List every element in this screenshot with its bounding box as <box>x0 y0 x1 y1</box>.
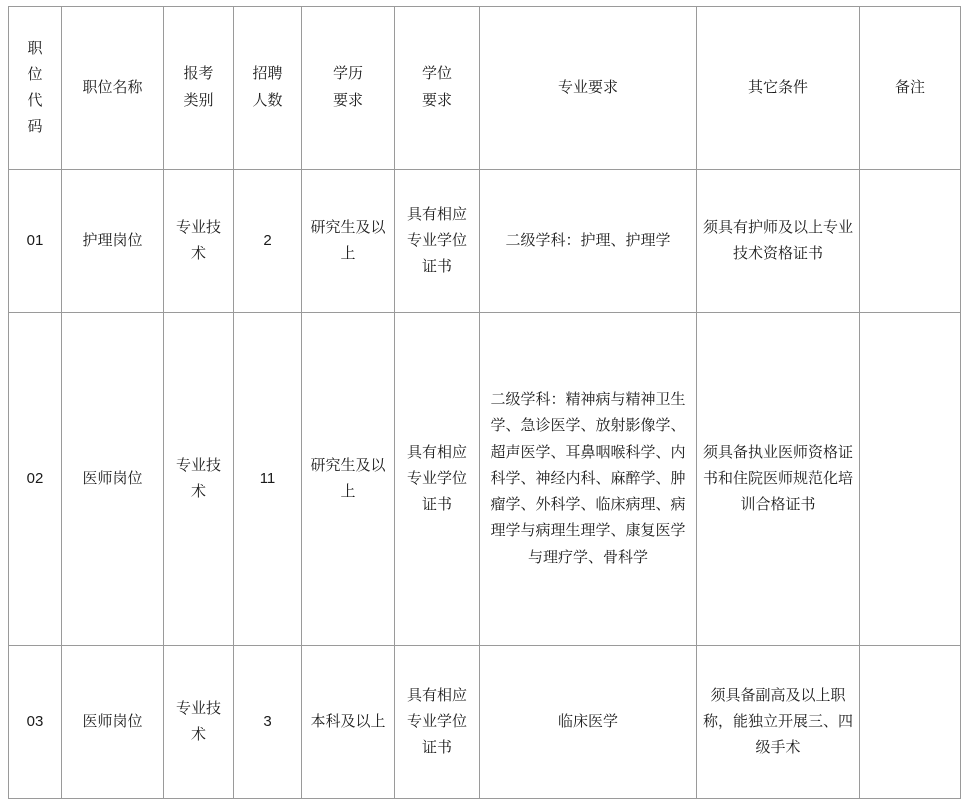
header-headcount-line-2: 人数 <box>252 92 283 109</box>
header-education-line-1: 学历 <box>332 65 363 83</box>
cell-other: 须具备副高及以上职称，能独立开展三、四级手术 <box>697 646 860 799</box>
cell-education: 本科及以上 <box>302 646 395 799</box>
header-degree-line-2: 要求 <box>421 92 452 109</box>
cell-major: 二级学科：护理、护理学 <box>480 170 697 313</box>
cell-code: 02 <box>9 313 62 646</box>
table-header-row <box>9 7 961 170</box>
header-category-line-1: 报考 <box>183 65 214 83</box>
header-cell-code <box>9 7 62 170</box>
table-row <box>9 646 961 799</box>
cell-major: 临床医学 <box>480 646 697 799</box>
cell-degree: 具有相应专业学位证书 <box>395 646 480 799</box>
cell-headcount: 11 <box>234 313 302 646</box>
cell-headcount: 3 <box>234 646 302 799</box>
header-cell-name: 职位名称 <box>62 7 164 170</box>
header-cell-other: 其它条件 <box>697 7 860 170</box>
cell-category: 专业技术 <box>164 313 234 646</box>
cell-degree: 具有相应专业学位证书 <box>395 170 480 313</box>
cell-remark <box>860 170 961 313</box>
header-code-line-4: 码 <box>27 118 43 136</box>
header-cell-degree <box>395 7 480 170</box>
table-row <box>9 313 961 646</box>
header-cell-category <box>164 7 234 170</box>
header-degree-line-1: 学位 <box>421 65 452 83</box>
header-cell-headcount <box>234 7 302 170</box>
header-cell-remark: 备注 <box>860 7 961 170</box>
cell-name: 护理岗位 <box>62 170 164 313</box>
table-row <box>9 170 961 313</box>
cell-code: 03 <box>9 646 62 799</box>
header-headcount-line-1: 招聘 <box>252 65 283 83</box>
header-code-line-1: 职 <box>27 39 43 57</box>
header-category-line-2: 类别 <box>183 92 214 109</box>
cell-other: 须具有护师及以上专业技术资格证书 <box>697 170 860 313</box>
cell-remark <box>860 313 961 646</box>
cell-other: 须具备执业医师资格证书和住院医师规范化培训合格证书 <box>697 313 860 646</box>
cell-education: 研究生及以上 <box>302 170 395 313</box>
cell-category: 专业技术 <box>164 170 234 313</box>
cell-name: 医师岗位 <box>62 646 164 799</box>
header-cell-education <box>302 7 395 170</box>
header-education-line-2: 要求 <box>332 92 363 109</box>
cell-degree: 具有相应专业学位证书 <box>395 313 480 646</box>
cell-category: 专业技术 <box>164 646 234 799</box>
header-code-line-3: 代 <box>27 92 43 109</box>
cell-name: 医师岗位 <box>62 313 164 646</box>
cell-major: 二级学科：精神病与精神卫生学、急诊医学、放射影像学、超声医学、耳鼻咽喉科学、内科学、神经内科、麻醉学、肿瘤学、外科学、临床病理、病理学与病理生理学、康复医学与理疗学、骨科学 <box>480 313 697 646</box>
job-positions-table <box>8 6 961 799</box>
header-code-line-2: 位 <box>27 65 43 83</box>
cell-code: 01 <box>9 170 62 313</box>
cell-education: 研究生及以上 <box>302 313 395 646</box>
header-cell-major: 专业要求 <box>480 7 697 170</box>
cell-headcount: 2 <box>234 170 302 313</box>
cell-remark <box>860 646 961 799</box>
